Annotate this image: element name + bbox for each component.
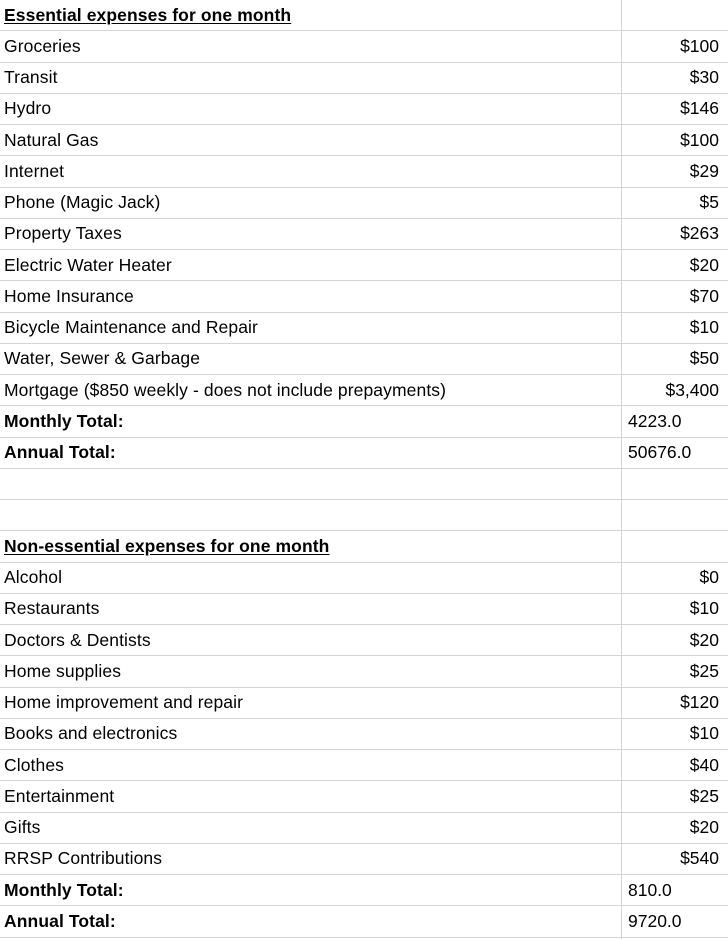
table-row[interactable] bbox=[0, 156, 728, 187]
expense-amount: $540 bbox=[680, 848, 719, 869]
non-essential-header-row[interactable] bbox=[0, 531, 728, 562]
expense-amount: $3,400 bbox=[665, 379, 719, 400]
expense-amount: $100 bbox=[680, 35, 719, 56]
expense-label: Books and electronics bbox=[4, 723, 178, 744]
table-row[interactable] bbox=[0, 750, 728, 781]
expense-amount: $100 bbox=[680, 129, 719, 150]
non-essential-annual-total-row[interactable] bbox=[0, 906, 728, 937]
expense-amount: $10 bbox=[689, 598, 719, 619]
table-row[interactable] bbox=[0, 313, 728, 344]
expense-amount: $25 bbox=[689, 660, 719, 681]
table-row[interactable] bbox=[0, 219, 728, 250]
annual-total-label: Annual Total: bbox=[4, 442, 116, 463]
expense-label: RRSP Contributions bbox=[4, 848, 163, 869]
table-row[interactable] bbox=[0, 375, 728, 406]
expense-label: Transit bbox=[4, 67, 58, 88]
expense-label: Phone (Magic Jack) bbox=[4, 192, 161, 213]
expense-amount: $263 bbox=[680, 223, 719, 244]
annual-total-value: 50676.0 bbox=[628, 442, 692, 463]
expense-amount: $120 bbox=[680, 692, 719, 713]
annual-total-label: Annual Total: bbox=[4, 910, 116, 931]
essential-annual-total-row[interactable] bbox=[0, 438, 728, 469]
table-row[interactable] bbox=[0, 656, 728, 687]
expense-label: Alcohol bbox=[4, 567, 63, 588]
expense-amount: $70 bbox=[689, 285, 719, 306]
expense-amount: $20 bbox=[689, 817, 719, 838]
expense-amount: $5 bbox=[699, 192, 719, 213]
expense-label: Water, Sewer & Garbage bbox=[4, 348, 201, 369]
essential-header-row[interactable] bbox=[0, 0, 728, 31]
annual-total-value: 9720.0 bbox=[628, 910, 682, 931]
expense-label: Bicycle Maintenance and Repair bbox=[4, 317, 258, 338]
expense-label: Hydro bbox=[4, 98, 52, 119]
table-row[interactable] bbox=[0, 250, 728, 281]
essential-header: Essential expenses for one month bbox=[4, 4, 292, 25]
expense-label: Property Taxes bbox=[4, 223, 122, 244]
non-essential-header: Non-essential expenses for one month bbox=[4, 535, 330, 556]
expense-amount: $50 bbox=[689, 348, 719, 369]
table-row[interactable] bbox=[0, 344, 728, 375]
expense-label: Groceries bbox=[4, 35, 81, 56]
expense-label: Home supplies bbox=[4, 660, 122, 681]
empty-row[interactable] bbox=[0, 500, 728, 531]
table-row[interactable] bbox=[0, 625, 728, 656]
expense-label: Natural Gas bbox=[4, 129, 99, 150]
monthly-total-value: 810.0 bbox=[628, 879, 672, 900]
table-row[interactable] bbox=[0, 781, 728, 812]
expense-label: Clothes bbox=[4, 754, 65, 775]
expense-label: Home improvement and repair bbox=[4, 692, 244, 713]
table-row[interactable] bbox=[0, 844, 728, 875]
expense-label: Entertainment bbox=[4, 785, 115, 806]
expense-amount: $20 bbox=[689, 254, 719, 275]
expense-amount: $10 bbox=[689, 723, 719, 744]
table-row[interactable] bbox=[0, 719, 728, 750]
monthly-total-label: Monthly Total: bbox=[4, 410, 124, 431]
expense-amount: $0 bbox=[699, 567, 719, 588]
expense-amount: $10 bbox=[689, 317, 719, 338]
expense-amount: $146 bbox=[680, 98, 719, 119]
table-row[interactable] bbox=[0, 31, 728, 62]
table-row[interactable] bbox=[0, 125, 728, 156]
table-row[interactable] bbox=[0, 94, 728, 125]
expense-label: Restaurants bbox=[4, 598, 100, 619]
table-row[interactable] bbox=[0, 63, 728, 94]
table-row[interactable] bbox=[0, 688, 728, 719]
expense-label: Mortgage ($850 weekly - does not include prepayments) bbox=[4, 379, 447, 400]
essential-monthly-total-row[interactable] bbox=[0, 406, 728, 437]
expense-label: Internet bbox=[4, 160, 65, 181]
expense-amount: $29 bbox=[689, 160, 719, 181]
table-row[interactable] bbox=[0, 813, 728, 844]
table-row[interactable] bbox=[0, 594, 728, 625]
expense-label: Electric Water Heater bbox=[4, 254, 172, 275]
table-row[interactable] bbox=[0, 563, 728, 594]
monthly-total-label: Monthly Total: bbox=[4, 879, 124, 900]
expense-amount: $25 bbox=[689, 785, 719, 806]
non-essential-monthly-total-row[interactable] bbox=[0, 875, 728, 906]
monthly-total-value: 4223.0 bbox=[628, 410, 682, 431]
expense-amount: $40 bbox=[689, 754, 719, 775]
expense-amount: $20 bbox=[689, 629, 719, 650]
expense-label: Gifts bbox=[4, 817, 41, 838]
expense-amount: $30 bbox=[689, 67, 719, 88]
expense-label: Doctors & Dentists bbox=[4, 629, 151, 650]
expense-label: Home Insurance bbox=[4, 285, 134, 306]
table-row[interactable] bbox=[0, 281, 728, 312]
table-row[interactable] bbox=[0, 188, 728, 219]
empty-row[interactable] bbox=[0, 469, 728, 500]
